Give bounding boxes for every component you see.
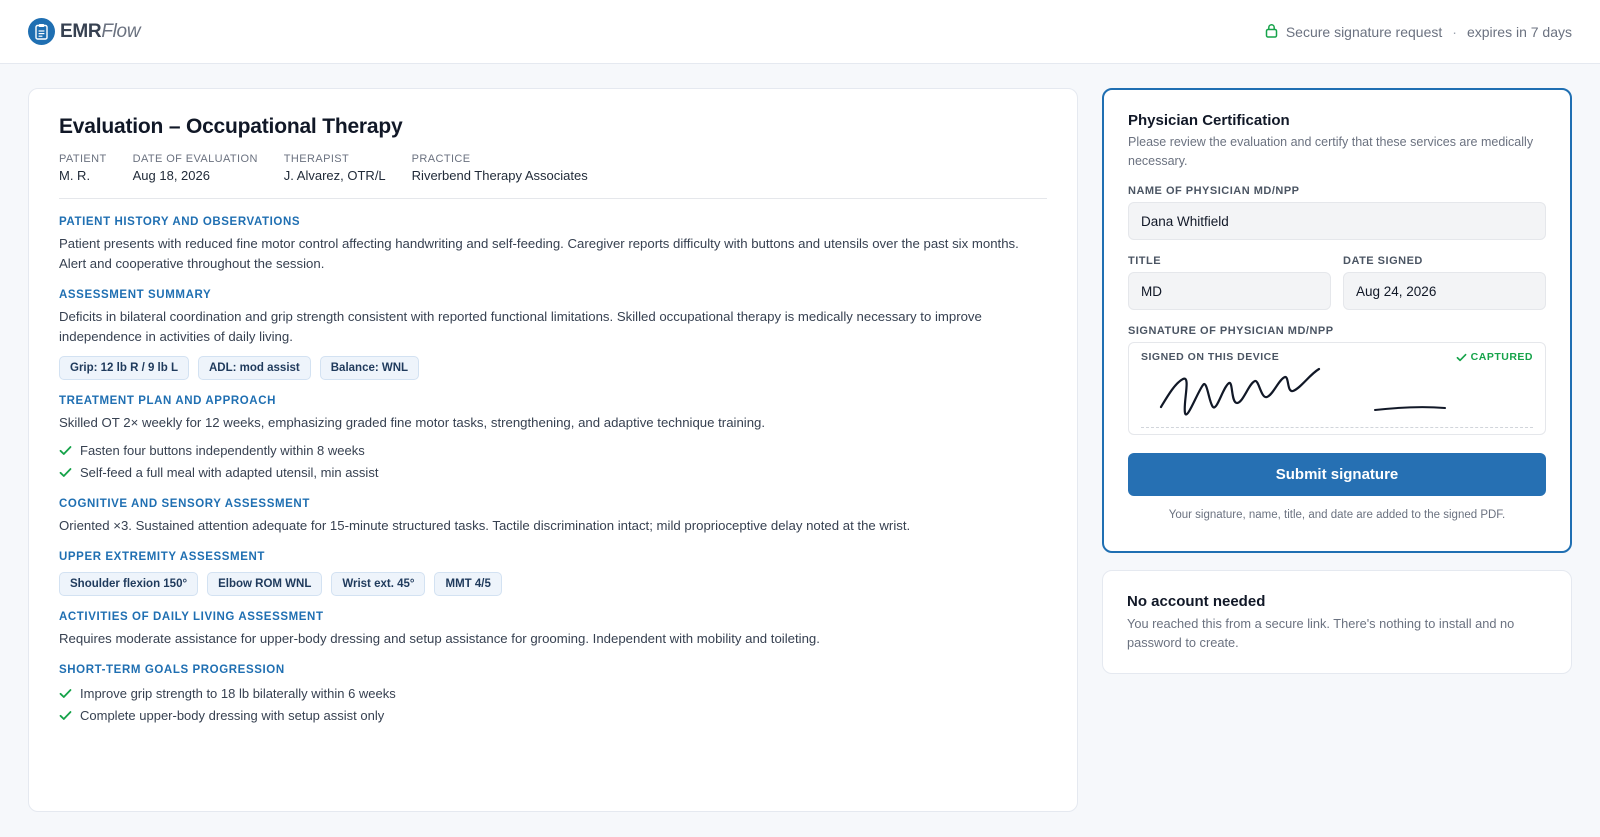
secure-label: Secure signature request (1285, 23, 1443, 40)
check-icon (59, 467, 72, 478)
check-item: Self-feed a full meal with adapted utensil, min assist (59, 461, 1047, 483)
title-label: TITLE (1128, 255, 1162, 267)
expiry-label: expires in 7 days (1466, 23, 1572, 40)
section-heading: ACTIVITIES OF DAILY LIVING ASSESSMENT (59, 611, 324, 623)
section-heading: TREATMENT PLAN AND APPROACH (59, 395, 277, 407)
chip-elbow-rom: Elbow ROM WNL (207, 572, 322, 596)
physician-certification-card (1102, 88, 1572, 553)
signature-baseline (1141, 427, 1533, 428)
check-item: Improve grip strength to 18 lb bilaterally within 6 weeks (59, 682, 1047, 704)
signed-on-device-label: SIGNED ON THIS DEVICE (1141, 351, 1280, 363)
title-field[interactable]: MD (1128, 272, 1331, 310)
section-body: Deficits in bilateral coordination and grip strength consistent with reported functional limitations. Skilled occupational therapy is medically necessary to improve independence in activities of daily living. (59, 309, 982, 344)
certification-subtitle: Please review the evaluation and certify that these services are medically necessary. (1128, 135, 1534, 168)
section-treatment-plan (59, 395, 1047, 483)
evaluation-meta (59, 153, 1047, 199)
title-group (1128, 255, 1331, 310)
physician-name-field[interactable]: Dana Whitfield (1128, 202, 1546, 240)
treatment-checklist (59, 439, 1047, 483)
evaluation-title: Evaluation – Occupational Therapy (59, 115, 403, 138)
chip-balance: Balance: WNL (320, 356, 419, 380)
chip-shoulder-flexion: Shoulder flexion 150° (59, 572, 198, 596)
section-body: Patient presents with reduced fine motor control affecting handwriting and self-feeding. Caregiver reports difficulty with buttons and utensils over the past six months. Alert and cooperative throughout the session. (59, 236, 1019, 271)
upper-extremity-chips (59, 572, 1047, 596)
section-heading: ASSESSMENT SUMMARY (59, 289, 212, 301)
assessment-chips (59, 356, 1047, 380)
separator: · (1452, 23, 1457, 40)
section-body: Oriented ×3. Sustained attention adequate for 15-minute structured tasks. Tactile discrimination intact; mild proprioceptive delay noted at the wrist. (59, 518, 911, 533)
goals-checklist (59, 682, 1047, 726)
lock-icon (1265, 23, 1278, 41)
meta-therapist: THERAPIST J. Alvarez, OTR/L (283, 153, 386, 183)
section-heading: COGNITIVE AND SENSORY ASSESSMENT (59, 498, 310, 510)
section-adl-assessment (59, 611, 1047, 649)
check-item: Complete upper-body dressing with setup assist only (59, 704, 1047, 726)
submit-note: Your signature, name, title, and date are added to the signed PDF. (1168, 509, 1506, 521)
section-short-term-goals (59, 664, 1047, 726)
top-bar (0, 0, 1600, 64)
signature-group (1128, 325, 1546, 435)
secure-request-status (1265, 23, 1572, 41)
title-date-row (1128, 255, 1546, 310)
check-icon (1456, 353, 1467, 362)
section-heading: UPPER EXTREMITY ASSESSMENT (59, 551, 266, 563)
captured-status: CAPTURED (1456, 351, 1533, 363)
certification-title: Physician Certification (1128, 112, 1290, 129)
meta-practice: PRACTICE Riverbend Therapy Associates (411, 153, 588, 183)
section-body: Skilled OT 2× weekly for 12 weeks, emphasizing graded fine motor tasks, strengthening, and adaptive technique training. (59, 415, 766, 430)
signature-stroke (1157, 363, 1467, 423)
physician-name-group (1128, 185, 1546, 240)
date-signed-label: DATE SIGNED (1343, 255, 1423, 267)
meta-date-of-evaluation: DATE OF EVALUATION Aug 18, 2026 (132, 153, 258, 183)
check-item: Fasten four buttons independently within 8 weeks (59, 439, 1047, 461)
meta-patient: PATIENT M. R. (59, 153, 107, 183)
section-body: Requires moderate assistance for upper-body dressing and setup assistance for grooming. Independent with mobility and toileting. (59, 631, 820, 646)
chip-mmt: MMT 4/5 (434, 572, 501, 596)
chip-wrist-ext: Wrist ext. 45° (331, 572, 425, 596)
section-cognitive-sensory (59, 498, 1047, 536)
no-account-body: You reached this from a secure link. There's nothing to install and no password to create. (1127, 616, 1515, 650)
physician-name-label: NAME OF PHYSICIAN MD/NPP (1128, 185, 1300, 197)
chip-adl: ADL: mod assist (198, 356, 311, 380)
section-heading: SHORT-TERM GOALS PROGRESSION (59, 664, 285, 676)
brand[interactable] (28, 18, 140, 45)
section-heading: PATIENT HISTORY AND OBSERVATIONS (59, 216, 301, 228)
evaluation-card (28, 88, 1078, 812)
no-account-card (1102, 570, 1572, 674)
check-icon (59, 445, 72, 456)
check-icon (59, 710, 72, 721)
brand-name: EMRFlow (60, 20, 141, 42)
clipboard-icon (28, 18, 55, 45)
no-account-title: No account needed (1127, 593, 1266, 610)
date-signed-group (1343, 255, 1546, 310)
signature-label: SIGNATURE OF PHYSICIAN MD/NPP (1128, 325, 1334, 337)
check-icon (59, 688, 72, 699)
chip-grip: Grip: 12 lb R / 9 lb L (59, 356, 189, 380)
section-assessment-summary (59, 289, 1047, 380)
section-upper-extremity (59, 551, 1047, 596)
date-signed-field[interactable]: Aug 24, 2026 (1343, 272, 1546, 310)
submit-signature-button[interactable]: Submit signature (1128, 453, 1546, 496)
signature-pad[interactable] (1128, 342, 1546, 435)
section-patient-history (59, 216, 1047, 274)
